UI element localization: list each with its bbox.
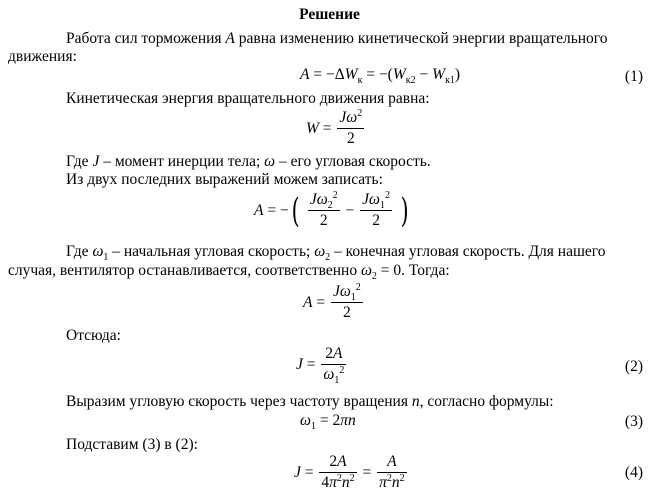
- text: – момент инерции тела;: [103, 153, 261, 170]
- paragraph-work-line2: движения:: [8, 48, 77, 65]
- text: – начальная угловая скорость;: [112, 243, 311, 260]
- text: Где: [66, 243, 89, 260]
- symbol-n: n: [411, 393, 420, 410]
- text: – его угловая скорость.: [278, 153, 431, 170]
- equation-4: J = $\frac{2A}{4\pi^2n^2}$ = $\frac{A}{\pi^2n^2}$: [294, 453, 405, 491]
- paragraph-where-omega: Где $\omega_1$ – начальная угловая скорость; $\omega_2$ – конечная угловая скорость. Для нашего: [66, 243, 606, 264]
- text: равна изменению кинетической энергии вращательного: [238, 30, 608, 47]
- equation-3: $\omega_1 = 2\pi n$: [300, 412, 356, 433]
- symbol-J: J: [92, 153, 100, 170]
- equation-1-number: (1): [624, 68, 643, 85]
- solution-heading: Решение: [299, 6, 360, 23]
- text: Где: [66, 153, 89, 170]
- equation-2: J = $\frac{2A}{\omega_1^2}$: [296, 345, 345, 387]
- equation-work-difference: A = −( $\frac{J\omega_2^2}{2}$ − $\frac{J\omega_1^2}{2}$ ): [254, 189, 409, 231]
- paragraph-kinetic-energy: Кинетическая энергия вращательного движения равна:: [66, 90, 430, 107]
- equation-1: $A = -\Delta W_к = -(W_{к2} - W_{к1})$: [300, 66, 461, 87]
- equation-work-final: A = $\frac{J\omega_1^2}{2}$: [303, 281, 361, 321]
- symbol-omega: ω: [264, 153, 276, 170]
- paragraph-angular-speed: [66, 393, 554, 411]
- text: . Тогда:: [401, 262, 450, 279]
- text: – конечная угловая скорость. Для нашего: [334, 243, 606, 260]
- text: Выразим угловую скорость через частоту вращения: [66, 393, 408, 410]
- paragraph-from-two: Из двух последних выражений можем записать:: [66, 171, 383, 188]
- equation-2-number: (2): [624, 358, 643, 375]
- equation-kinetic-energy: W = $\frac{J\omega^2}{2}$: [306, 107, 363, 147]
- text: случая, вентилятор останавливается, соответственно: [8, 262, 358, 279]
- symbol-A: A: [225, 30, 235, 47]
- paragraph-work-line1: [66, 30, 608, 48]
- paragraph-fan-stops: случая, вентилятор останавливается, соответственно $\omega_2 = 0$. Тогда:: [8, 262, 450, 283]
- equation-3-number: (3): [624, 413, 643, 430]
- paragraph-hence: Отсюда:: [66, 327, 121, 344]
- equation-4-number: (4): [624, 464, 643, 481]
- text: Работа сил торможения: [66, 30, 222, 47]
- paragraph-where-J: [66, 153, 431, 171]
- paragraph-substitute: Подставим (3) в (2):: [66, 436, 198, 453]
- text: , согласно формулы:: [419, 393, 554, 410]
